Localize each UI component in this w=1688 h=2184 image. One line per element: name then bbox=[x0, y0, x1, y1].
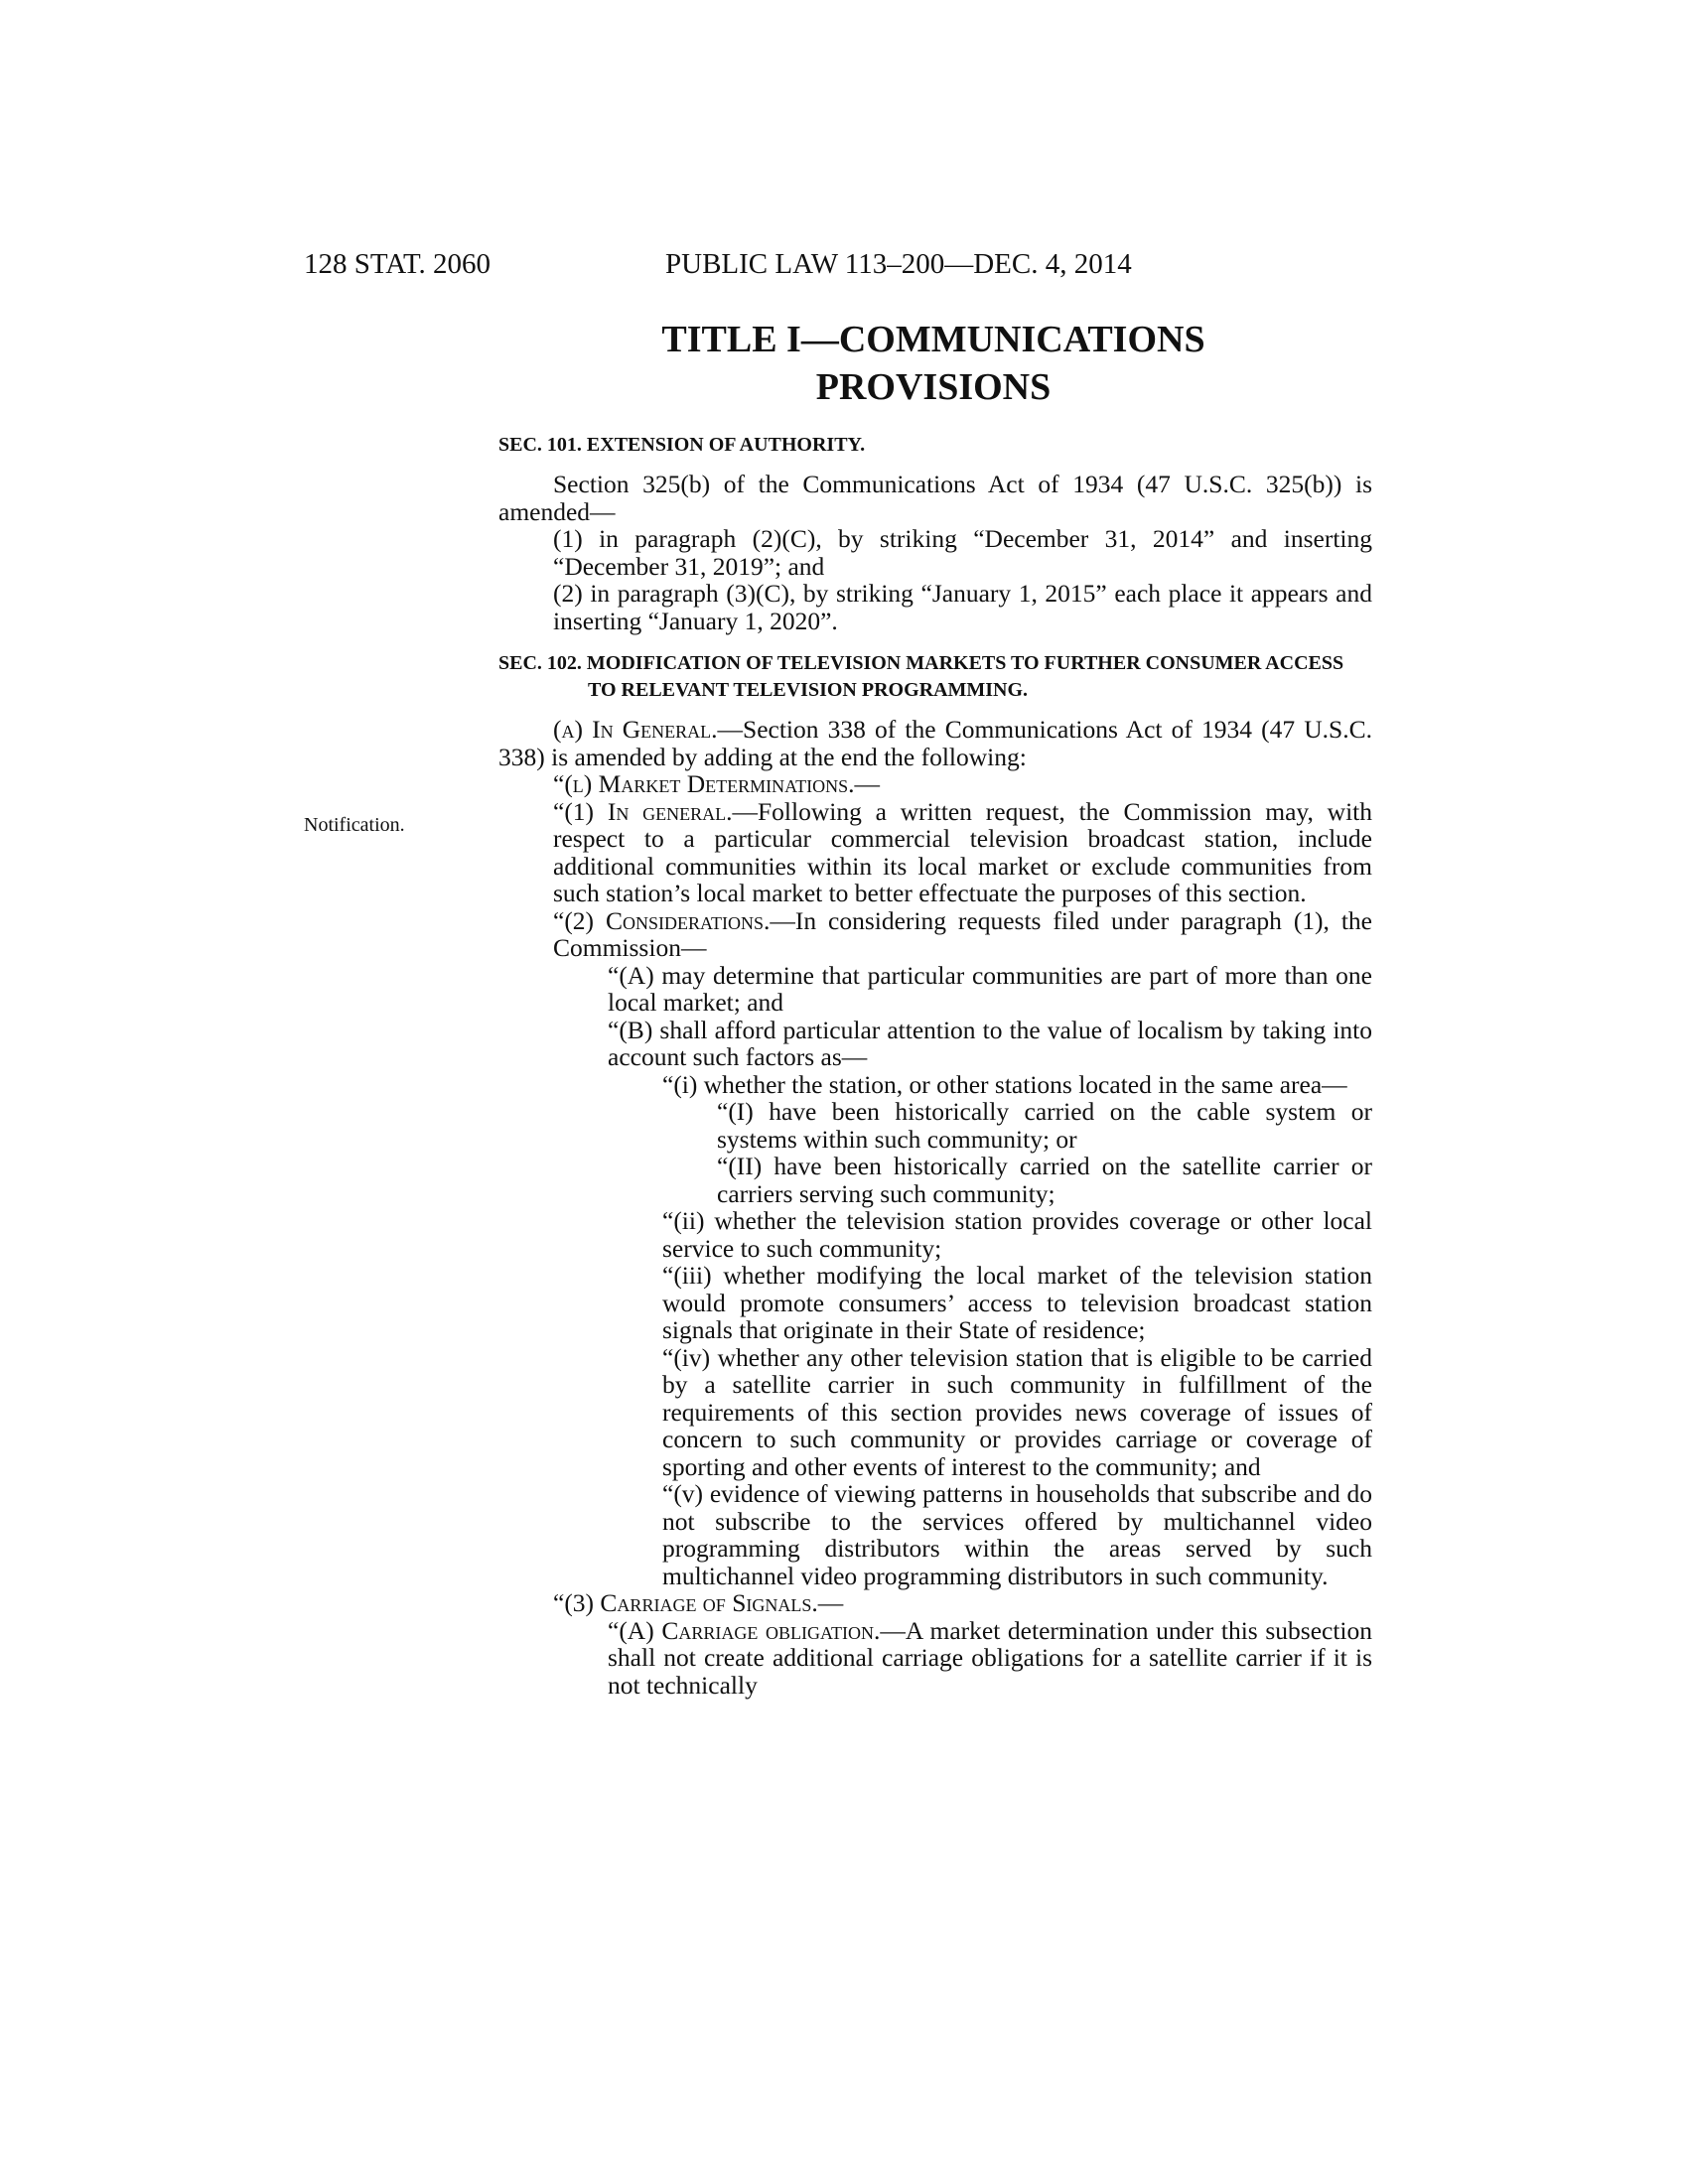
paragraph-1 bbox=[498, 798, 1372, 907]
subsection-a-label: (a) In General. bbox=[553, 715, 718, 744]
margin-note: Notification. bbox=[304, 814, 405, 836]
sec-102-subsection-a bbox=[498, 716, 1372, 770]
subsection-a-text: —Section 338 of the Communications Act of 1934 (47 U.S.C. 338) is amended by adding at the end the following: bbox=[498, 715, 1372, 771]
clause-v: “(v) evidence of viewing patterns in households that subscribe and do not subscribe to the services offered by multichannel video programming distributors within the areas served by such multichannel video programming distributors in such community. bbox=[662, 1479, 1372, 1590]
body-text bbox=[498, 432, 1372, 1699]
paragraph-1-label: “(1) In general. bbox=[553, 796, 733, 826]
running-header: PUBLIC LAW 113–200—DEC. 4, 2014 bbox=[665, 248, 1132, 280]
title-heading bbox=[496, 316, 1370, 411]
sec-102-heading: SEC. 102. MODIFICATION OF TELEVISION MARKETS TO FURTHER CONSUMER ACCESS TO RELEVANT TELEVISION PROGRAMMING. bbox=[498, 652, 1344, 701]
clause-I: “(I) have been historically carried on the cable system or systems within such community; or bbox=[717, 1097, 1372, 1154]
paragraph-2-label: “(2) Considerations. bbox=[553, 905, 771, 935]
clause-i: “(i) whether the station, or other stations located in the same area— bbox=[662, 1069, 1347, 1099]
clause-II: “(II) have been historically carried on the satellite carrier or carriers serving such community; bbox=[717, 1152, 1372, 1208]
paragraph-3-clause-A bbox=[498, 1617, 1372, 1700]
sec-101-intro: Section 325(b) of the Communications Act of 1934 (47 U.S.C. 325(b)) is amended— bbox=[498, 470, 1372, 526]
sec-101-item-2: (2) in paragraph (3)(C), by striking “January 1, 2015” each place it appears and inserting “January 1, 2020”. bbox=[553, 579, 1372, 635]
clause-ii: “(ii) whether the television station provides coverage or other local service to such community; bbox=[662, 1206, 1372, 1263]
clause-A: “(A) may determine that particular communities are part of more than one local market; and bbox=[608, 960, 1372, 1017]
clause-iii: “(iii) whether modifying the local market of the television station would promote consumers’ access to television broadcast station signals that originate in their State of residence; bbox=[662, 1261, 1372, 1344]
stat-page-number: 128 STAT. 2060 bbox=[304, 248, 492, 280]
paragraph-3-A-label: “(A) Carriage obligation. bbox=[608, 1615, 881, 1645]
clause-iv: “(iv) whether any other television station that is eligible to be carried by a satellite carrier in such community in fulfillment of the requirements of this section provides news coverage of issues of concern to such community or provides carriage or coverage of sporting and other events of interest to the community; and bbox=[662, 1342, 1372, 1481]
paragraph-2-text: —In considering requests filed under paragraph (1), the Commission— bbox=[553, 905, 1372, 962]
clause-B: “(B) shall afford particular attention to the value of localism by taking into account such factors as— bbox=[608, 1015, 1372, 1071]
paragraph-2 bbox=[498, 907, 1372, 962]
title-line-1: TITLE I—COMMUNICATIONS bbox=[661, 319, 1205, 360]
paragraph-3-heading: “(3) Carriage of Signals.— bbox=[553, 1588, 844, 1617]
title-line-2: PROVISIONS bbox=[815, 366, 1052, 408]
sec-101-heading: SEC. 101. EXTENSION OF AUTHORITY. bbox=[498, 434, 866, 456]
paragraph-3-A-text: —A market determination under this subsection shall not create additional carriage obligations for a satellite carrier if it is not technically bbox=[608, 1615, 1372, 1700]
subsection-l-heading: “(l) Market Determinations.— bbox=[553, 769, 880, 798]
sec-101-item-1: (1) in paragraph (2)(C), by striking “December 31, 2014” and inserting “December 31, 2019”; and bbox=[553, 524, 1372, 581]
paragraph-1-text: —Following a written request, the Commission may, with respect to a particular commercial television broadcast station, include additional communities within its local market or exclude communities from such station’s local market to better effectuate the purposes of this section. bbox=[553, 796, 1373, 907]
